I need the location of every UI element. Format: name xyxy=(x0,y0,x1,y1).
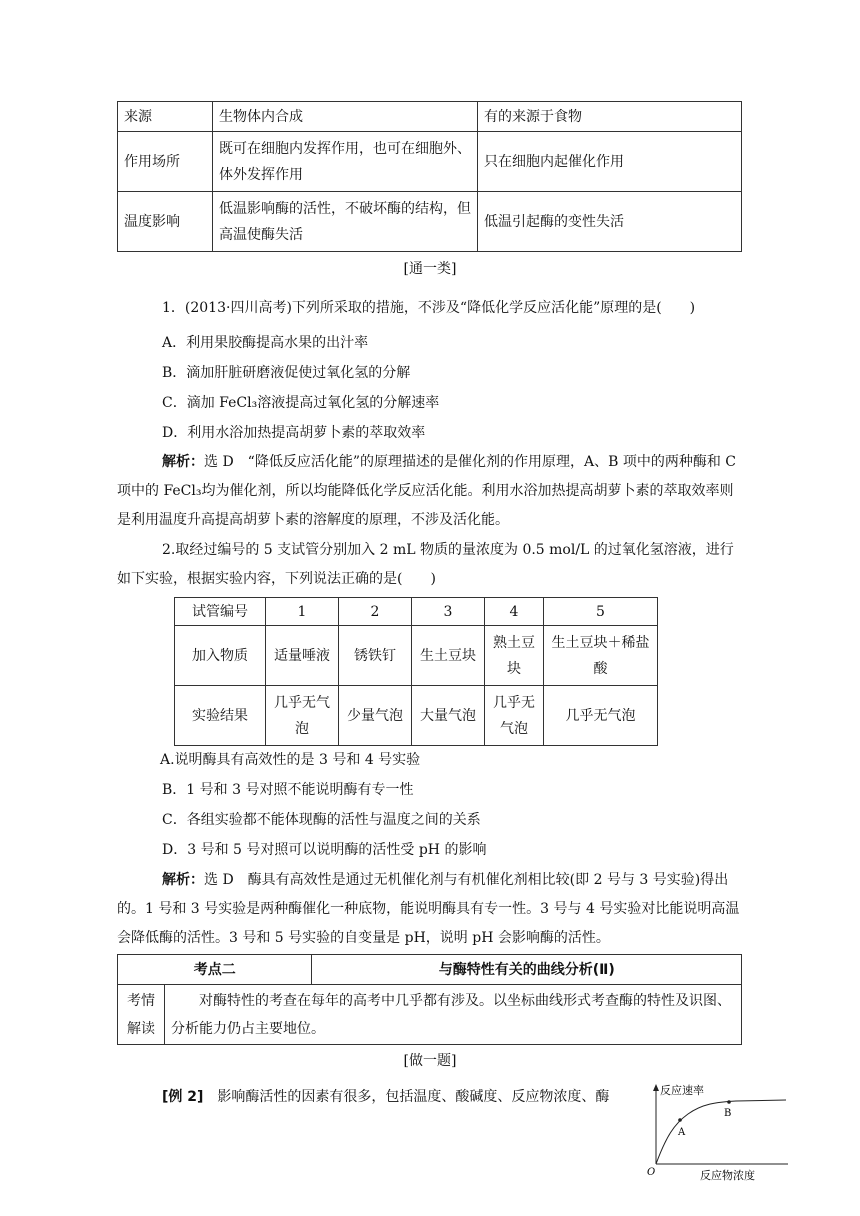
table-cell: 生土豆块＋稀盐酸 xyxy=(544,626,658,686)
table-cell: 既可在细胞内发挥作用，也可在细胞外、体外发挥作用 xyxy=(213,132,478,192)
kaodian-title: 与酶特性有关的曲线分析(Ⅱ) xyxy=(312,955,742,985)
section-title: [通一类] xyxy=(403,261,457,277)
y-axis-arrow xyxy=(653,1084,659,1091)
experiment-table xyxy=(174,597,658,746)
rate-curve xyxy=(656,1100,786,1164)
kaodian-side-label: 考情解读 xyxy=(118,985,165,1045)
analysis-label: 解析： xyxy=(162,454,204,470)
table-cell: 实验结果 xyxy=(175,686,266,746)
option-a: A．利用果胶酶提高水果的出汁率 xyxy=(162,335,369,351)
table-cell: 低温影响酶的活性，不破坏酶的结构，但高温使酶失活 xyxy=(213,192,478,252)
table-row xyxy=(118,955,742,985)
example-text: 影响酶活性的因素有很多，包括温度、酸碱度、反应物浓度、酶 xyxy=(217,1089,610,1105)
table-row xyxy=(118,192,742,252)
table-cell: 4 xyxy=(485,598,544,626)
section-title: [做一题] xyxy=(403,1053,457,1069)
table-cell: 来源 xyxy=(118,102,213,132)
table-row xyxy=(118,132,742,192)
point-a-label: A xyxy=(678,1127,686,1138)
table-row xyxy=(175,598,658,626)
table-cell: 几乎无气泡 xyxy=(485,686,544,746)
point-b-marker xyxy=(727,1100,731,1104)
table-cell: 试管编号 xyxy=(175,598,266,626)
rate-curve-graph xyxy=(636,1082,796,1182)
table-cell: 有的来源于食物 xyxy=(478,102,742,132)
option-b: B．滴加肝脏研磨液促使过氧化氢的分解 xyxy=(162,365,411,381)
table-cell: 几乎无气泡 xyxy=(544,686,658,746)
table-cell: 几乎无气泡 xyxy=(266,686,339,746)
point-b-label: B xyxy=(724,1108,732,1119)
table-cell: 2 xyxy=(339,598,412,626)
table-row xyxy=(175,686,658,746)
table-row xyxy=(118,985,742,1045)
kaodian-label: 考点二 xyxy=(118,955,312,985)
analysis-text: 选 D “降低反应活化能”的原理描述的是催化剂的作用原理，A、B 项中的两种酶和 C 项中的 FeCl₃均为催化剂，所以均能降低化学反应活化能。利用水浴加热提高胡萝卜素的萃取效率则是利用温度升高提高胡萝卜素的溶解度的原理，不涉及活化能。 xyxy=(117,454,736,528)
option-c: C．滴加 FeCl₃溶液提高过氧化氢的分解速率 xyxy=(162,395,440,411)
table-cell: 5 xyxy=(544,598,658,626)
table-cell: 低温引起酶的变性失活 xyxy=(478,192,742,252)
analysis-paragraph xyxy=(117,866,742,953)
origin-label: O xyxy=(647,1167,656,1178)
option-a: A.说明酶具有高效性的是 3 号和 4 号实验 xyxy=(160,752,421,768)
table-cell: 作用场所 xyxy=(118,132,213,192)
x-axis-label: 反应物浓度 xyxy=(700,1169,755,1182)
table-cell: 少量气泡 xyxy=(339,686,412,746)
option-d: D．3 号和 5 号对照可以说明酶的活性受 pH 的影响 xyxy=(162,842,487,858)
table-cell: 3 xyxy=(412,598,485,626)
table-cell: 温度影响 xyxy=(118,192,213,252)
kaodian-text: 对酶特性的考查在每年的高考中几乎都有涉及。以坐标曲线形式考查酶的特性及识图、分析能力仍占主要地位。 xyxy=(165,985,742,1045)
kaodian-table xyxy=(117,954,742,1045)
table-cell: 加入物质 xyxy=(175,626,266,686)
y-axis-label: 反应速率 xyxy=(660,1084,704,1097)
table-cell: 生土豆块 xyxy=(412,626,485,686)
table-cell: 只在细胞内起催化作用 xyxy=(478,132,742,192)
table-cell: 1 xyxy=(266,598,339,626)
analysis-paragraph xyxy=(117,448,742,535)
analysis-text: 选 D 酶具有高效性是通过无机催化剂与有机催化剂相比较(即 2 号与 3 号实验)得出的。1 号和 3 号实验是两种酶催化一种底物，能说明酶具有专一性。3 号与 4 号实验对比能说明高温会降低酶的活性。3 号和 5 号实验的自变量是 pH，说明 pH 会影响酶的活性。 xyxy=(117,872,740,946)
table-cell: 适量唾液 xyxy=(266,626,339,686)
question-stem: 1．(2013·四川高考)下列所采取的措施，不涉及“降低化学反应活化能”原理的是( ) xyxy=(162,300,696,316)
table-cell: 熟土豆块 xyxy=(485,626,544,686)
table-row xyxy=(118,102,742,132)
table-cell: 锈铁钉 xyxy=(339,626,412,686)
option-d: D．利用水浴加热提高胡萝卜素的萃取效率 xyxy=(162,425,426,441)
table-row xyxy=(175,626,658,686)
comparison-table xyxy=(117,101,742,252)
example-paragraph xyxy=(162,1087,609,1107)
point-a-marker xyxy=(678,1118,682,1122)
table-cell: 大量气泡 xyxy=(412,686,485,746)
question-stem: 2.取经过编号的 5 支试管分别加入 2 mL 物质的量浓度为 0.5 mol/L 的过氧化氢溶液，进行如下实验，根据实验内容，下列说法正确的是( ) xyxy=(117,542,734,587)
analysis-label: 解析： xyxy=(162,872,204,888)
example-label: [例 2] xyxy=(162,1089,204,1105)
option-c: C．各组实验都不能体现酶的活性与温度之间的关系 xyxy=(162,812,481,828)
option-b: B．1 号和 3 号对照不能说明酶有专一性 xyxy=(162,782,414,798)
table-cell: 生物体内合成 xyxy=(213,102,478,132)
